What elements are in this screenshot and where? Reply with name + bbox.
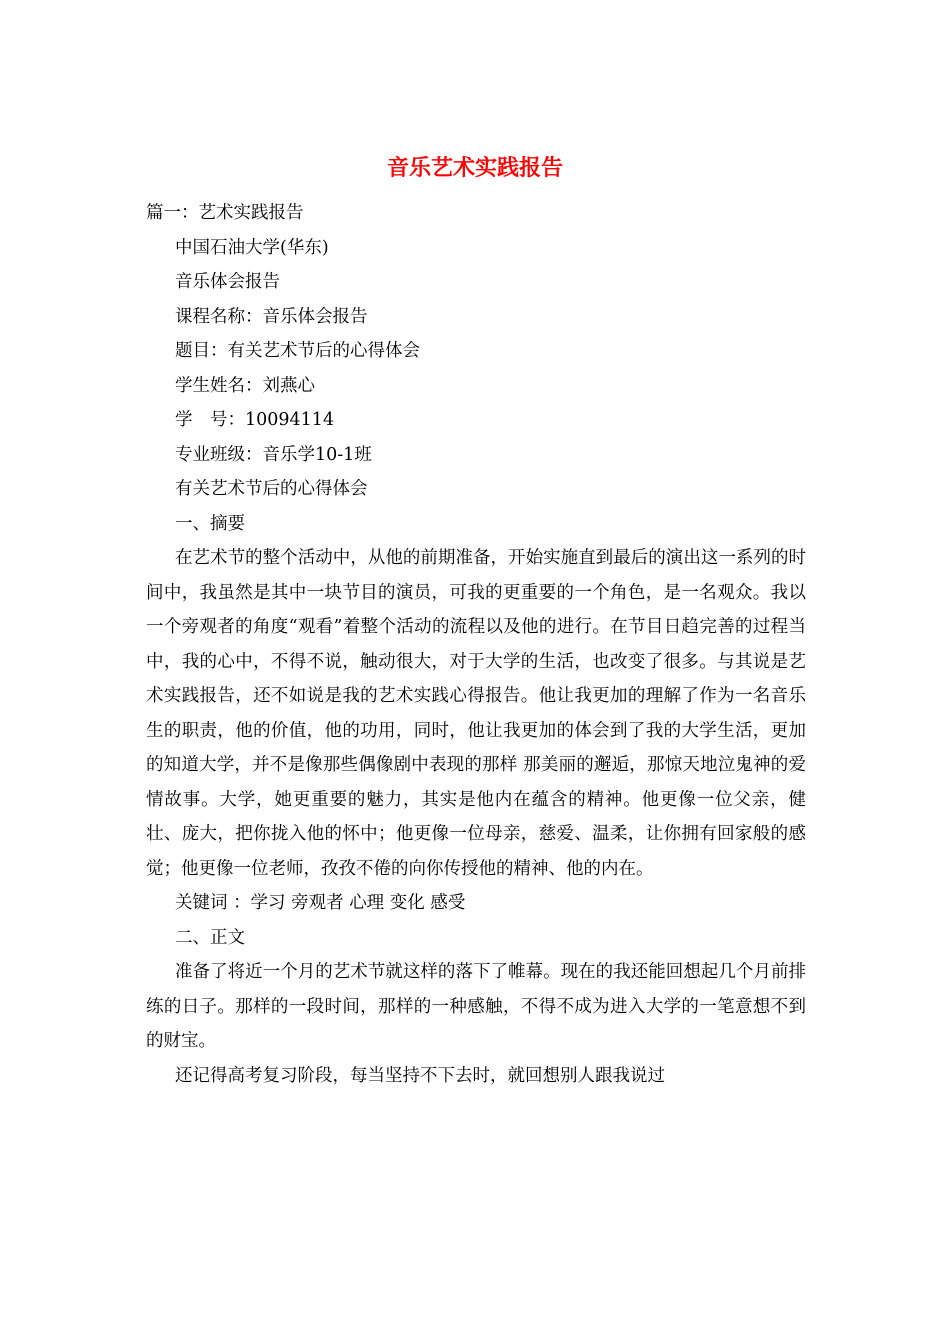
document-title: 音乐艺术实践报告 [386,155,563,181]
body-paragraph: 还记得高考复习阶段，每当坚持不下去时，就回想别人跟我说过 [175,1065,665,1086]
abstract-heading: 一、摘要 [175,513,245,534]
header-line-subtitle: 有关艺术节后的心得体会 [175,479,368,499]
header-line-student-name: 学生姓名：刘燕心 [175,375,315,396]
body-paragraph: 准备了将近一个月的艺术节就这样的落下了帷幕。现在的我还能回想起几个月前排练的日子。那样的一段时间，那样的一种感触，不得不成为进入大学的一笔意想不到的财宝。 [146,962,806,1051]
header-line-university: 中国石油大学(华东) [175,237,329,258]
body-heading: 二、正文 [175,927,245,948]
abstract-paragraph: 在艺术节的整个活动中，从他的前期准备，开始实施直到最后的演出这一系列的时间中，我虽然是其中一块节目的演员，可我的更重要的一个角色，是一名观众。我以一个旁观者的角度“观看”着整个活动的流程以及他的进行。在节目日趋完善的过程当中，我的心中，不得不说，触动很大，对于大学的生活，也改变了很多。与其说是艺术实践报告，还不如说是我的艺术实践心得报告。他让我更加的理解了作为一名音乐生的职责，他的价值，他的功用，同时，他让我更加的体会到了我的大学生活，更加的知道大学，并不是像那些偶像剧中表现的那样 那美丽的邂逅，那惊天地泣鬼神的爱情故事。大学，她更重要的魅力，其实是他内在蕴含的精神。他更像一位父亲，健壮、庞大，把你拢入他的怀中；他更像一位母亲，慈爱、温柔，让你拥有回家般的感觉；他更像一位老师，孜孜不倦的向你传授他的精神、他的内在。 [146,548,806,879]
header-line-student-id: 学 号：10094114 [175,410,335,430]
header-line-report-type: 音乐体会报告 [175,272,280,292]
document-body [146,196,806,1093]
header-line-course-name: 课程名称：音乐体会报告 [175,306,368,327]
section-heading: 篇一：艺术实践报告 [146,203,304,223]
header-line-class: 专业班级：音乐学10-1班 [175,444,372,465]
keywords-line: 关键词 ：学习 旁观者 心理 变化 感受 [175,893,466,913]
header-line-topic: 题目：有关艺术节后的心得体会 [175,341,420,361]
